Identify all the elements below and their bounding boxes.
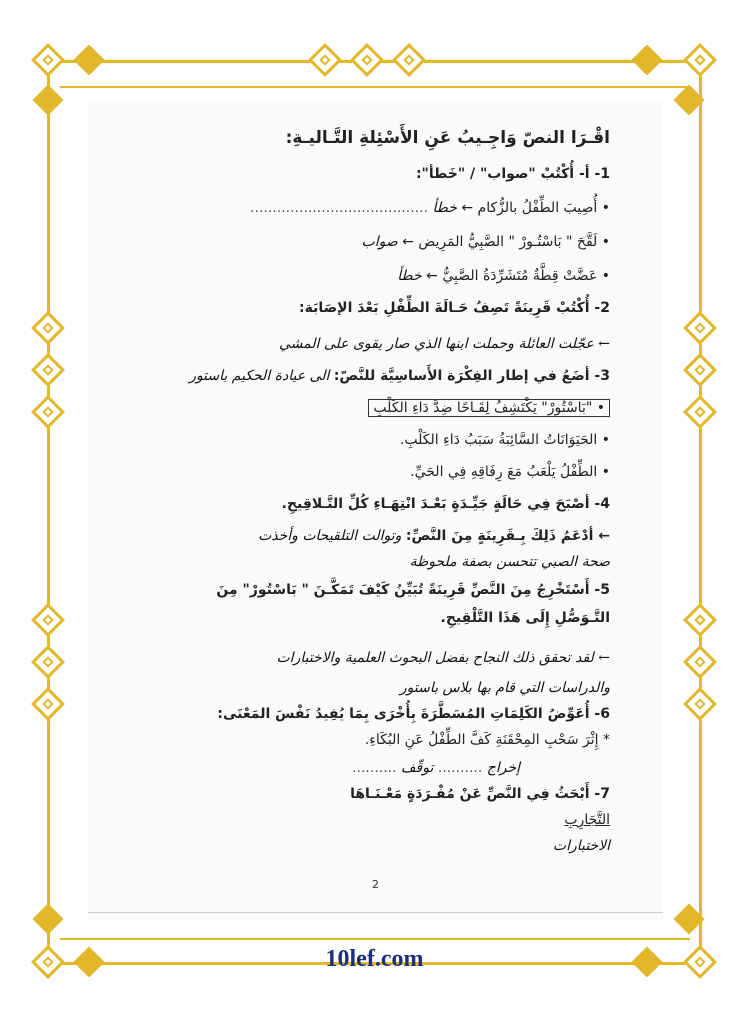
side-ornament-icon: [683, 311, 717, 345]
diamond-ornament-icon: [73, 44, 104, 75]
side-ornament-icon: [31, 395, 65, 429]
q6-dots-2: ..........: [352, 760, 397, 776]
q4-answer: وتوالت التلقيحات وأخذت: [258, 528, 402, 544]
side-ornament-icon: [683, 353, 717, 387]
q5-answer: ← لقد تحقق ذلك النجاح بفضل البحوث العلمية والاختبارات: [276, 650, 610, 666]
question-5-header-continued: التَّـوَصُّلِ إِلَى هَذَا التَّلْقِيحِ.: [440, 610, 610, 626]
q6-answer-1: إخراج: [486, 760, 520, 776]
q1-item-1-dots: ........................................: [250, 200, 429, 216]
q4-answer-continued: صحة الصبي تتحسن بصفة ملحوظة: [409, 554, 610, 570]
q4-prompt: ← أدْعَمُ ذَلِكَ بِـقَرِينَةٍ مِنَ النَّصِّ:: [405, 528, 610, 544]
q1-item-2-text: • لَقَّحَ " بَاسْتُـورْ " الصَّبِيُّ المَرِيض ←: [402, 234, 610, 250]
diamond-ornament-icon: [32, 903, 63, 934]
q6-dots-1: ..........: [437, 760, 483, 776]
question-5-header: 5- أَسْتَخْرِجُ مِنَ النَّصِّ قَرِينَةً تُبَيِّنُ كَيْفَ تَمَكَّـنَ " بَاسْتُورْ" مِنَ: [216, 582, 610, 598]
q1-item-1-text: • أُصِيبَ الطِّفْلُ بالزُّكام ←: [461, 200, 610, 216]
q1-item-2: [100, 234, 610, 252]
site-watermark: 10lef.com: [325, 946, 424, 972]
question-3-header: 3- أضَعُ في إطار الفِكْرَة الأَساسِيَّة للنَّصّ:: [333, 368, 610, 384]
page-number: 2: [372, 878, 379, 891]
q6-answers: [100, 760, 610, 778]
question-3-line: [100, 368, 610, 386]
q4-prompt-line: [100, 528, 610, 546]
q3-option-2: • الحَيَوَانَاتُ السَّائِبَةُ سَبَبُ دَاءِ الكَلْبِ.: [399, 432, 610, 448]
q2-answer: ← عجّلت العائلة وحملت ابنها الذي صار يقوى على المشي: [279, 336, 610, 352]
question-2-header: 2- أُكْتُبْ قَرِينَةً تَصِفُ حَـالَةَ الطِّفْلِ بَعْدَ الإصَابَة:: [299, 300, 610, 316]
q3-handwritten: الى عيادة الحكيم باستور: [189, 368, 330, 384]
q3-option-1-text: • "بَاسْتُورْ" يَكْتَشِفُ لِقَـاحًا ضِدَّ دَاءِ الكَلْبِ: [368, 399, 610, 417]
corner-ornament-icon: [31, 43, 65, 77]
side-ornament-icon: [31, 603, 65, 637]
diamond-ornament-icon: [32, 84, 63, 115]
top-ornament-icon: [308, 43, 342, 77]
q5-answer-continued: والدراسات التي قام بها بلاس باستور: [399, 680, 610, 696]
q7-answer: الاختبارات: [552, 838, 610, 854]
frame-right-line: [699, 60, 702, 965]
question-4-header: 4- أصْبَحَ فِي حَالَةٍ جَيِّـدَةٍ بَعْـدَ انْتِهَـاءِ كُلِّ التَّـلاقِيحِ.: [281, 496, 610, 512]
side-ornament-icon: [31, 645, 65, 679]
q1-item-1-answer: خطأ: [432, 200, 457, 216]
q3-option-3: • الطِّفْلُ يَلْعَبُ مَعَ رِفَاقِهِ فِي الحَيِّ.: [410, 464, 610, 480]
corner-ornament-icon: [683, 43, 717, 77]
q6-answer-2: توقّف: [401, 760, 434, 776]
side-ornament-icon: [683, 687, 717, 721]
q1-item-2-answer: صواب: [361, 234, 398, 250]
question-1-header: 1- أ- أُكْتُبْ "صواب" / "خَطأ":: [415, 166, 610, 182]
top-ornament-icon: [350, 43, 384, 77]
side-ornament-icon: [31, 353, 65, 387]
q1-item-1: [100, 200, 610, 218]
side-ornament-icon: [683, 603, 717, 637]
q1-item-3: [100, 268, 610, 286]
worksheet-title: اقْـرَا النصّ وَاجِـيبُ عَنِ الأَسْئِلةِ التَّـاليـةِ:: [285, 128, 610, 148]
diamond-ornament-icon: [631, 44, 662, 75]
page-divider: [88, 912, 663, 913]
q7-word: التَّجَارِبِ: [564, 812, 610, 828]
q3-option-1: [100, 400, 610, 418]
side-ornament-icon: [683, 395, 717, 429]
q6-sentence: * إِثْرَ سَحْبِ المِحْقَنَةِ كَفَّ الطِّفْلُ عَنِ البُكَاءِ.: [364, 732, 610, 748]
question-6-header: 6- أُعَوِّضُ الكَلِمَاتِ المُسَطَّرَةَ بِأُخْرَى بِمَا يُفِيدُ نَفْسَ المَعْنَى:: [217, 706, 610, 722]
q1-item-3-text: • عَضَّتْ قِطَّةٌ مُتَشَرِّدَةُ الصَّبِيُّ ←: [426, 268, 610, 284]
side-ornament-icon: [31, 311, 65, 345]
question-7-header: 7- أَبْحَثُ فِي النَّصِّ عَنْ مُفْـرَدَةٍ مَعْـنَـاهَا: [350, 786, 610, 802]
frame-left-line: [47, 60, 50, 965]
q1-item-3-answer: خطأ: [397, 268, 422, 284]
frame-inner-top-line: [60, 86, 690, 88]
frame-inner-bottom-line: [60, 938, 690, 940]
top-ornament-icon: [392, 43, 426, 77]
side-ornament-icon: [683, 645, 717, 679]
side-ornament-icon: [31, 687, 65, 721]
